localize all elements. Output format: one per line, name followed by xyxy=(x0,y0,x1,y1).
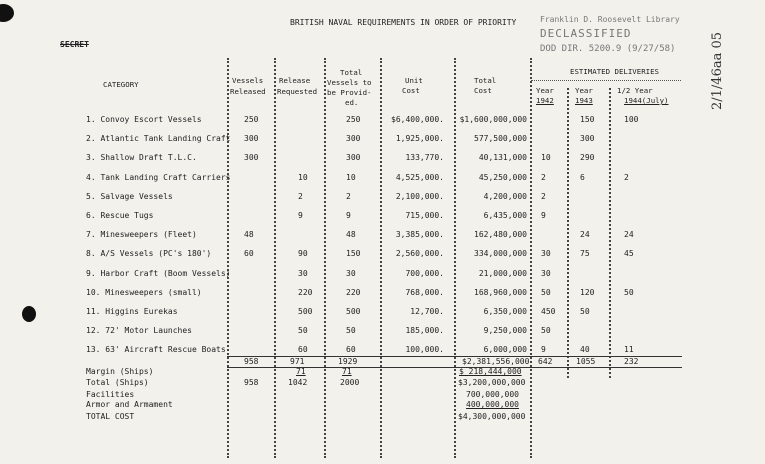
cell-tcost: 21,000,000 xyxy=(478,268,527,278)
totals-requested: 971 xyxy=(290,357,305,366)
header-year-1944-b: 1944(July) xyxy=(624,96,669,105)
cell-req: 50 xyxy=(298,326,308,336)
cell-y43: 120 xyxy=(580,287,595,297)
cell-cat: 10. Minesweepers (small) xyxy=(86,287,202,297)
cell-y42: 2 xyxy=(541,191,546,201)
cell-y43: 150 xyxy=(580,115,595,124)
table-row xyxy=(0,269,765,283)
cell-tcost: 6,000,000 xyxy=(483,345,527,355)
totals-1944: 232 xyxy=(624,357,639,366)
cell-tot: 500 xyxy=(346,307,361,316)
cell-y44: 50 xyxy=(624,287,634,297)
cell-unit: 715,000. xyxy=(405,211,444,220)
header-requested-2: Requested xyxy=(277,87,318,96)
cell-y43: 6 xyxy=(580,172,585,182)
cell-tot: 50 xyxy=(346,326,356,336)
cell-unit: 768,000. xyxy=(405,287,444,297)
cell-y44: 11 xyxy=(624,345,634,355)
totals-1943: 1055 xyxy=(576,357,596,366)
margin-total-cost: $ 218,444,000 xyxy=(459,367,522,376)
header-released-1: Vessels xyxy=(232,76,264,85)
cell-req: 60 xyxy=(298,345,308,355)
cell-y44: 100 xyxy=(624,115,639,124)
cell-cat: 9. Harbor Craft (Boom Vessels) xyxy=(86,268,231,278)
cell-y43: 40 xyxy=(580,345,590,355)
cell-unit: 133,770. xyxy=(405,153,444,163)
cell-tot: 220 xyxy=(346,287,361,297)
cell-unit: 185,000. xyxy=(405,326,444,336)
cell-unit: 1,925,000. xyxy=(395,134,444,144)
total-ships-label: Total (Ships) xyxy=(86,378,149,387)
cell-y42: 30 xyxy=(541,268,551,278)
header-total-4: ed. xyxy=(345,98,359,107)
library-stamp: Franklin D. Roosevelt Library xyxy=(540,15,680,24)
cell-y44: 45 xyxy=(624,249,634,259)
cell-y42: 50 xyxy=(541,287,551,297)
cell-tcost: 334,000,000 xyxy=(474,249,527,259)
cell-tcost: 45,250,000 xyxy=(478,172,527,182)
cell-y43: 50 xyxy=(580,307,590,316)
hole-punch-top xyxy=(0,4,14,22)
cell-y42: 9 xyxy=(541,211,546,220)
cell-tcost: 168,960,000 xyxy=(474,287,527,297)
table-row xyxy=(0,230,765,244)
cell-cat: 12. 72' Motor Launches xyxy=(86,326,192,336)
cell-tot: 250 xyxy=(346,115,361,124)
cell-tcost: 6,435,000 xyxy=(483,211,527,220)
cell-unit: 100,000. xyxy=(405,345,444,355)
cell-cat: 7. Minesweepers (Fleet) xyxy=(86,230,197,240)
header-year-1944-a: 1/2 Year xyxy=(617,86,653,95)
table-row xyxy=(0,288,765,302)
header-year-1942-a: Year xyxy=(536,86,554,95)
cell-y42: 50 xyxy=(541,326,551,336)
cell-cat: 4. Tank Landing Craft Carriers xyxy=(86,172,231,182)
cell-tcost: 4,200,000 xyxy=(483,191,527,201)
cell-cat: 2. Atlantic Tank Landing Craft xyxy=(86,134,231,144)
cell-unit: $6,400,000. xyxy=(391,115,444,124)
table-row xyxy=(0,173,765,187)
declassified-stamp: DECLASSIFIED xyxy=(540,27,632,40)
cell-req: 9 xyxy=(298,211,303,220)
cell-unit: 700,000. xyxy=(405,268,444,278)
margin-total: 71 xyxy=(342,367,352,376)
header-requested-1: Release xyxy=(279,76,311,85)
header-unit-cost-2: Cost xyxy=(402,86,420,95)
cell-req: 2 xyxy=(298,191,303,201)
cell-unit: 3,385,000. xyxy=(395,230,444,240)
armor-total-cost: 400,000,000 xyxy=(466,400,519,409)
cell-unit: 12,700. xyxy=(410,307,444,316)
table-row xyxy=(0,211,765,225)
header-total-3: be Provid- xyxy=(327,88,372,97)
totals-1942: 642 xyxy=(538,357,553,366)
facilities-label: Facilities xyxy=(86,390,135,399)
cell-tcost: 6,350,000 xyxy=(483,307,527,316)
classification-mark: SECRET xyxy=(60,40,89,49)
cell-rel: 48 xyxy=(244,230,254,240)
cell-y43: 75 xyxy=(580,249,590,259)
cell-y43: 290 xyxy=(580,153,595,163)
cell-cat: 8. A/S Vessels (PC's 180') xyxy=(86,249,212,259)
cell-rel: 250 xyxy=(244,115,259,124)
header-year-1943-b: 1943 xyxy=(575,96,593,105)
cell-y43: 300 xyxy=(580,134,595,144)
header-year-1942-b: 1942 xyxy=(536,96,554,105)
cell-tot: 300 xyxy=(346,134,361,144)
table-row xyxy=(0,307,765,321)
cell-tot: 48 xyxy=(346,230,356,240)
cell-tot: 9 xyxy=(346,211,351,220)
margin-requested: 71 xyxy=(296,367,306,376)
cell-rel: 300 xyxy=(244,134,259,144)
cell-y44: 2 xyxy=(624,172,629,182)
cell-tot: 10 xyxy=(346,172,356,182)
totals-total-cost: $2,381,556,000 xyxy=(462,357,530,366)
total-cost-label: TOTAL COST xyxy=(86,412,135,421)
facilities-total-cost: 700,000,000 xyxy=(466,390,519,399)
cell-req: 220 xyxy=(298,287,313,297)
cell-tot: 150 xyxy=(346,249,361,259)
margin-label: Margin (Ships) xyxy=(86,367,154,376)
header-total-cost-2: Cost xyxy=(474,86,492,95)
totals-released: 958 xyxy=(244,357,259,366)
cell-y42: 450 xyxy=(541,307,556,316)
handwritten-note: 2/1/46aa 05 xyxy=(710,31,725,110)
cell-tcost: 577,500,000 xyxy=(474,134,527,144)
cell-tot: 60 xyxy=(346,345,356,355)
cell-unit: 4,525,000. xyxy=(395,172,444,182)
cell-y42: 9 xyxy=(541,345,546,355)
table-row xyxy=(0,249,765,263)
header-year-1943-a: Year xyxy=(575,86,593,95)
cell-tcost: 40,131,000 xyxy=(478,153,527,163)
cell-tot: 2 xyxy=(346,191,351,201)
cell-y42: 30 xyxy=(541,249,551,259)
total-ships-released: 958 xyxy=(244,378,259,387)
total-cost-value: $4,300,000,000 xyxy=(458,412,526,421)
cell-rel: 60 xyxy=(244,249,254,259)
total-ships-total-cost: $3,200,000,000 xyxy=(458,378,526,387)
header-total-1: Total xyxy=(340,68,363,77)
cell-req: 30 xyxy=(298,268,308,278)
total-ships-total: 2000 xyxy=(340,378,360,387)
total-cost-row xyxy=(0,412,765,426)
total-ships-requested: 1042 xyxy=(288,378,308,387)
cell-req: 10 xyxy=(298,172,308,182)
cell-rel: 300 xyxy=(244,153,259,163)
cell-req: 500 xyxy=(298,307,313,316)
header-unit-cost-1: Unit xyxy=(405,76,423,85)
cell-req: 90 xyxy=(298,249,308,259)
totals-total: 1929 xyxy=(338,357,358,366)
document-title: BRITISH NAVAL REQUIREMENTS IN ORDER OF PRIORITY xyxy=(290,18,517,27)
header-released-2: Released xyxy=(230,87,266,96)
cell-cat: 11. Higgins Eurekas xyxy=(86,307,178,316)
cell-cat: 13. 63' Aircraft Rescue Boats xyxy=(86,345,226,355)
table-row xyxy=(0,134,765,148)
cell-cat: 6. Rescue Tugs xyxy=(86,211,154,220)
cell-tcost: 162,480,000 xyxy=(474,230,527,240)
header-deliveries-rule xyxy=(531,80,681,81)
table-row xyxy=(0,115,765,129)
cell-cat: 5. Salvage Vessels xyxy=(86,191,173,201)
cell-tcost: $1,600,000,000 xyxy=(459,115,527,124)
cell-y44: 24 xyxy=(624,230,634,240)
header-category: CATEGORY xyxy=(103,80,139,89)
cell-y43: 24 xyxy=(580,230,590,240)
armor-label: Armor and Armament xyxy=(86,400,173,409)
dod-dir-stamp: DOD DIR. 5200.9 (9/27/58) xyxy=(540,44,676,54)
cell-y42: 2 xyxy=(541,172,546,182)
table-row xyxy=(0,326,765,340)
cell-unit: 2,560,000. xyxy=(395,249,444,259)
table-row xyxy=(0,153,765,167)
cell-tcost: 9,250,000 xyxy=(483,326,527,336)
cell-unit: 2,100,000. xyxy=(395,191,444,201)
header-total-cost-1: Total xyxy=(474,76,497,85)
cell-tot: 30 xyxy=(346,268,356,278)
table-row xyxy=(0,192,765,206)
cell-cat: 1. Convoy Escort Vessels xyxy=(86,115,202,124)
header-estimated-deliveries: ESTIMATED DELIVERIES xyxy=(570,67,659,76)
cell-y42: 10 xyxy=(541,153,551,163)
cell-cat: 3. Shallow Draft T.L.C. xyxy=(86,153,197,163)
cell-tot: 300 xyxy=(346,153,361,163)
header-total-2: Vessels to xyxy=(327,78,372,87)
